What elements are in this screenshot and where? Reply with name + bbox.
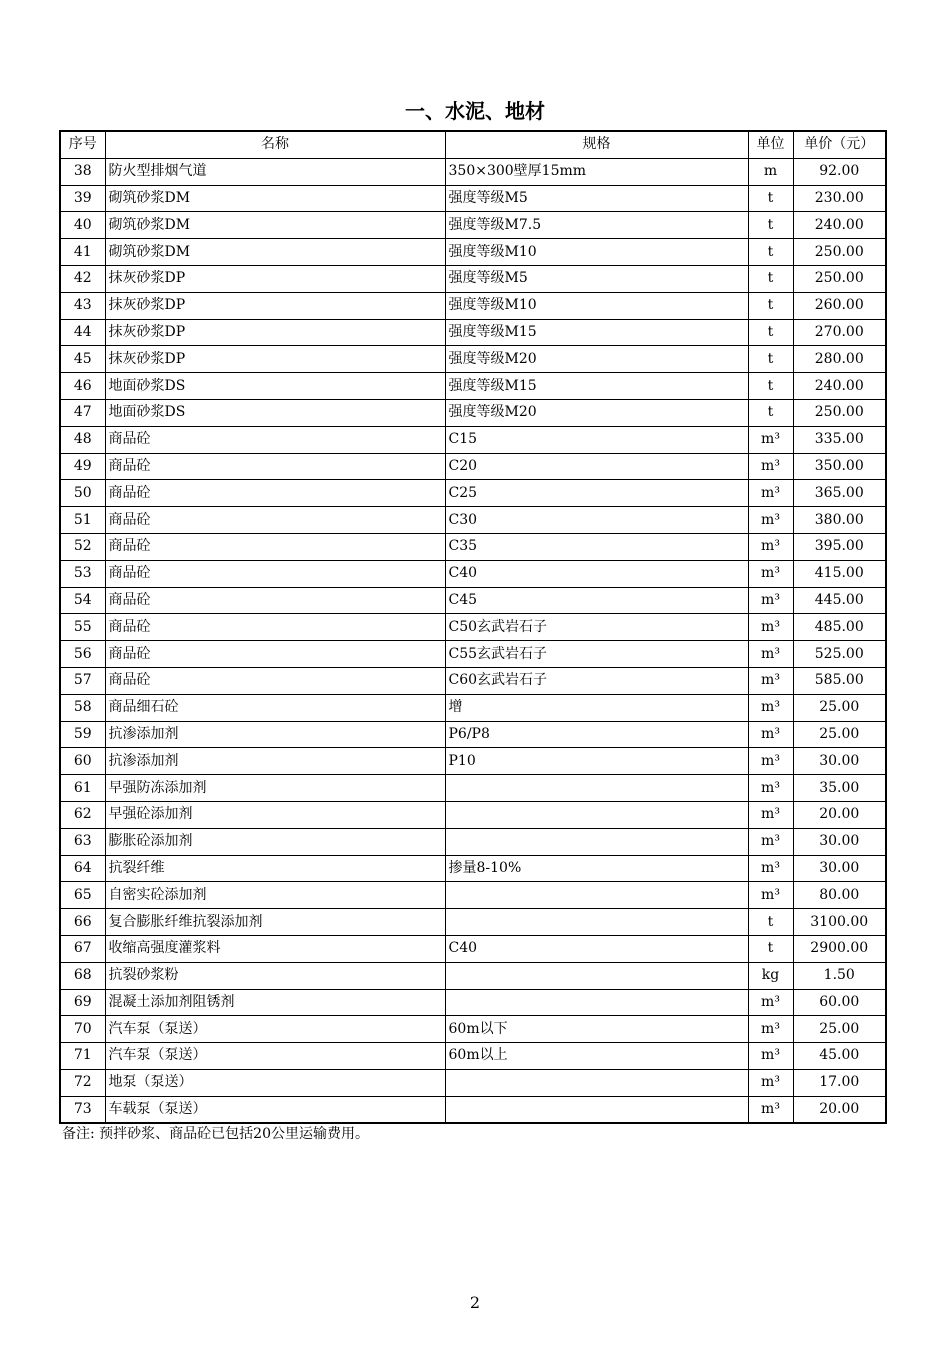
cell-name: 抗渗添加剂 (105, 721, 445, 748)
table-row (60, 426, 886, 453)
table-row (60, 989, 886, 1016)
cell-spec (445, 989, 748, 1016)
cell-price: 17.00 (793, 1069, 886, 1096)
cell-no: 39 (60, 185, 105, 212)
footnote: 备注: 预拌砂浆、商品砼已包括20公里运输费用。 (62, 1126, 369, 1142)
table-row (60, 855, 886, 882)
cell-name: 抹灰砂浆DP (105, 346, 445, 373)
cell-spec: 60m以上 (445, 1043, 748, 1070)
cell-price: 92.00 (793, 158, 886, 185)
cell-spec (445, 909, 748, 936)
cell-name: 抗渗添加剂 (105, 748, 445, 775)
cell-price: 45.00 (793, 1043, 886, 1070)
table-row (60, 882, 886, 909)
table-row (60, 399, 886, 426)
cell-price: 30.00 (793, 828, 886, 855)
cell-no: 73 (60, 1096, 105, 1123)
price-table (59, 130, 887, 1124)
cell-name: 地面砂浆DS (105, 373, 445, 400)
cell-name: 复合膨胀纤维抗裂添加剂 (105, 909, 445, 936)
cell-spec: C20 (445, 453, 748, 480)
table-row (60, 1016, 886, 1043)
table-body (60, 158, 886, 1123)
cell-price: 25.00 (793, 721, 886, 748)
cell-unit: m³ (748, 560, 793, 587)
table-row (60, 453, 886, 480)
cell-name: 抹灰砂浆DP (105, 292, 445, 319)
cell-name: 抹灰砂浆DP (105, 319, 445, 346)
table-row (60, 1069, 886, 1096)
cell-spec: P10 (445, 748, 748, 775)
cell-no: 69 (60, 989, 105, 1016)
cell-name: 商品砼 (105, 587, 445, 614)
table-row (60, 801, 886, 828)
cell-unit: m³ (748, 533, 793, 560)
cell-spec: C50玄武岩石子 (445, 614, 748, 641)
table-row (60, 265, 886, 292)
cell-name: 砌筑砂浆DM (105, 239, 445, 266)
cell-spec: C15 (445, 426, 748, 453)
cell-price: 30.00 (793, 855, 886, 882)
cell-no: 38 (60, 158, 105, 185)
cell-spec (445, 882, 748, 909)
cell-price: 350.00 (793, 453, 886, 480)
cell-price: 20.00 (793, 1096, 886, 1123)
cell-no: 49 (60, 453, 105, 480)
cell-unit: m³ (748, 989, 793, 1016)
cell-unit: m³ (748, 1096, 793, 1123)
cell-no: 65 (60, 882, 105, 909)
cell-unit: m³ (748, 667, 793, 694)
cell-price: 415.00 (793, 560, 886, 587)
cell-spec: 强度等级M15 (445, 373, 748, 400)
cell-unit: m³ (748, 775, 793, 802)
cell-price: 585.00 (793, 667, 886, 694)
table-row (60, 935, 886, 962)
cell-unit: t (748, 239, 793, 266)
cell-unit: t (748, 399, 793, 426)
cell-unit: m³ (748, 1043, 793, 1070)
page-number: 2 (469, 1293, 481, 1312)
cell-name: 商品细石砼 (105, 694, 445, 721)
cell-no: 60 (60, 748, 105, 775)
cell-unit: m³ (748, 507, 793, 534)
cell-price: 1.50 (793, 962, 886, 989)
cell-name: 商品砼 (105, 641, 445, 668)
cell-name: 膨胀砼添加剂 (105, 828, 445, 855)
cell-spec (445, 775, 748, 802)
cell-no: 58 (60, 694, 105, 721)
cell-spec: C40 (445, 560, 748, 587)
cell-no: 64 (60, 855, 105, 882)
cell-unit: t (748, 373, 793, 400)
cell-price: 240.00 (793, 212, 886, 239)
cell-name: 商品砼 (105, 426, 445, 453)
table-row (60, 587, 886, 614)
table-row (60, 1043, 886, 1070)
table-row (60, 962, 886, 989)
cell-no: 55 (60, 614, 105, 641)
table-row (60, 614, 886, 641)
cell-no: 54 (60, 587, 105, 614)
cell-spec (445, 962, 748, 989)
table-row (60, 1096, 886, 1123)
cell-name: 商品砼 (105, 480, 445, 507)
cell-spec: 强度等级M5 (445, 265, 748, 292)
table-row (60, 694, 886, 721)
cell-spec: C35 (445, 533, 748, 560)
cell-spec: 350×300壁厚15mm (445, 158, 748, 185)
cell-name: 砌筑砂浆DM (105, 212, 445, 239)
cell-price: 25.00 (793, 694, 886, 721)
cell-price: 525.00 (793, 641, 886, 668)
cell-price: 250.00 (793, 239, 886, 266)
cell-name: 地泵（泵送） (105, 1069, 445, 1096)
cell-spec: 增 (445, 694, 748, 721)
table-row (60, 292, 886, 319)
cell-name: 抹灰砂浆DP (105, 265, 445, 292)
cell-no: 40 (60, 212, 105, 239)
header-no: 序号 (60, 131, 105, 158)
cell-unit: m³ (748, 855, 793, 882)
cell-unit: m³ (748, 614, 793, 641)
cell-name: 收缩高强度灌浆料 (105, 935, 445, 962)
header-unit: 单位 (748, 131, 793, 158)
cell-unit: t (748, 185, 793, 212)
cell-spec: C40 (445, 935, 748, 962)
cell-unit: m³ (748, 1016, 793, 1043)
cell-name: 砌筑砂浆DM (105, 185, 445, 212)
cell-name: 汽车泵（泵送） (105, 1043, 445, 1070)
cell-spec: 掺量8-10% (445, 855, 748, 882)
cell-no: 45 (60, 346, 105, 373)
cell-name: 商品砼 (105, 453, 445, 480)
cell-price: 2900.00 (793, 935, 886, 962)
cell-price: 270.00 (793, 319, 886, 346)
table-row (60, 346, 886, 373)
cell-name: 防火型排烟气道 (105, 158, 445, 185)
cell-name: 混凝土添加剂阻锈剂 (105, 989, 445, 1016)
cell-no: 67 (60, 935, 105, 962)
cell-spec: 强度等级M10 (445, 239, 748, 266)
cell-name: 商品砼 (105, 667, 445, 694)
cell-unit: m³ (748, 426, 793, 453)
cell-price: 60.00 (793, 989, 886, 1016)
cell-no: 59 (60, 721, 105, 748)
table-row (60, 185, 886, 212)
cell-unit: m³ (748, 828, 793, 855)
cell-unit: t (748, 935, 793, 962)
cell-unit: m³ (748, 453, 793, 480)
cell-unit: t (748, 909, 793, 936)
cell-no: 66 (60, 909, 105, 936)
cell-price: 35.00 (793, 775, 886, 802)
cell-unit: m³ (748, 721, 793, 748)
cell-spec: 强度等级M15 (445, 319, 748, 346)
header-price: 单价（元） (793, 131, 886, 158)
cell-no: 52 (60, 533, 105, 560)
table-row (60, 373, 886, 400)
cell-no: 70 (60, 1016, 105, 1043)
cell-no: 72 (60, 1069, 105, 1096)
cell-price: 380.00 (793, 507, 886, 534)
cell-price: 240.00 (793, 373, 886, 400)
cell-unit: m³ (748, 480, 793, 507)
cell-unit: m³ (748, 1069, 793, 1096)
cell-spec: P6/P8 (445, 721, 748, 748)
cell-name: 商品砼 (105, 560, 445, 587)
cell-unit: m³ (748, 801, 793, 828)
cell-unit: m (748, 158, 793, 185)
cell-name: 汽车泵（泵送） (105, 1016, 445, 1043)
cell-spec: 强度等级M20 (445, 399, 748, 426)
table-row (60, 239, 886, 266)
table-row (60, 319, 886, 346)
cell-name: 早强防冻添加剂 (105, 775, 445, 802)
cell-spec (445, 1096, 748, 1123)
cell-price: 260.00 (793, 292, 886, 319)
table-row (60, 212, 886, 239)
table-header-row (60, 131, 886, 158)
cell-price: 250.00 (793, 399, 886, 426)
cell-price: 280.00 (793, 346, 886, 373)
cell-no: 41 (60, 239, 105, 266)
cell-name: 抗裂砂浆粉 (105, 962, 445, 989)
cell-name: 早强砼添加剂 (105, 801, 445, 828)
cell-spec: C55玄武岩石子 (445, 641, 748, 668)
cell-unit: m³ (748, 748, 793, 775)
table-row (60, 533, 886, 560)
cell-unit: t (748, 292, 793, 319)
cell-spec (445, 828, 748, 855)
table-row (60, 641, 886, 668)
cell-spec: 强度等级M5 (445, 185, 748, 212)
table-row (60, 721, 886, 748)
page-title: 一、水泥、地材 (405, 99, 545, 123)
table-row (60, 775, 886, 802)
cell-price: 230.00 (793, 185, 886, 212)
cell-spec (445, 1069, 748, 1096)
cell-price: 30.00 (793, 748, 886, 775)
cell-no: 62 (60, 801, 105, 828)
cell-no: 43 (60, 292, 105, 319)
cell-spec: 强度等级M20 (445, 346, 748, 373)
cell-no: 57 (60, 667, 105, 694)
cell-no: 44 (60, 319, 105, 346)
cell-spec: 强度等级M7.5 (445, 212, 748, 239)
cell-no: 47 (60, 399, 105, 426)
cell-no: 53 (60, 560, 105, 587)
cell-price: 365.00 (793, 480, 886, 507)
cell-no: 61 (60, 775, 105, 802)
cell-name: 抗裂纤维 (105, 855, 445, 882)
cell-unit: t (748, 265, 793, 292)
table-row (60, 507, 886, 534)
cell-spec: C25 (445, 480, 748, 507)
cell-name: 地面砂浆DS (105, 399, 445, 426)
cell-spec: C45 (445, 587, 748, 614)
cell-unit: kg (748, 962, 793, 989)
cell-unit: t (748, 212, 793, 239)
cell-name: 商品砼 (105, 614, 445, 641)
cell-name: 车载泵（泵送） (105, 1096, 445, 1123)
cell-spec (445, 801, 748, 828)
cell-unit: m³ (748, 641, 793, 668)
header-spec: 规格 (445, 131, 748, 158)
cell-name: 商品砼 (105, 507, 445, 534)
cell-spec: C60玄武岩石子 (445, 667, 748, 694)
table-row (60, 828, 886, 855)
cell-name: 商品砼 (105, 533, 445, 560)
cell-price: 395.00 (793, 533, 886, 560)
cell-name: 自密实砼添加剂 (105, 882, 445, 909)
cell-price: 20.00 (793, 801, 886, 828)
table-row (60, 480, 886, 507)
cell-no: 46 (60, 373, 105, 400)
table-row (60, 667, 886, 694)
cell-no: 56 (60, 641, 105, 668)
cell-no: 51 (60, 507, 105, 534)
header-name: 名称 (105, 131, 445, 158)
cell-spec: 强度等级M10 (445, 292, 748, 319)
cell-spec: C30 (445, 507, 748, 534)
cell-price: 25.00 (793, 1016, 886, 1043)
cell-unit: t (748, 346, 793, 373)
cell-no: 50 (60, 480, 105, 507)
cell-unit: m³ (748, 587, 793, 614)
cell-price: 3100.00 (793, 909, 886, 936)
table-row (60, 158, 886, 185)
table-row (60, 748, 886, 775)
cell-unit: m³ (748, 694, 793, 721)
cell-spec: 60m以下 (445, 1016, 748, 1043)
cell-price: 445.00 (793, 587, 886, 614)
cell-price: 250.00 (793, 265, 886, 292)
cell-unit: m³ (748, 882, 793, 909)
cell-no: 48 (60, 426, 105, 453)
cell-unit: t (748, 319, 793, 346)
cell-no: 63 (60, 828, 105, 855)
cell-no: 42 (60, 265, 105, 292)
cell-no: 71 (60, 1043, 105, 1070)
cell-price: 485.00 (793, 614, 886, 641)
cell-price: 80.00 (793, 882, 886, 909)
table-row (60, 560, 886, 587)
cell-price: 335.00 (793, 426, 886, 453)
table-row (60, 909, 886, 936)
cell-no: 68 (60, 962, 105, 989)
